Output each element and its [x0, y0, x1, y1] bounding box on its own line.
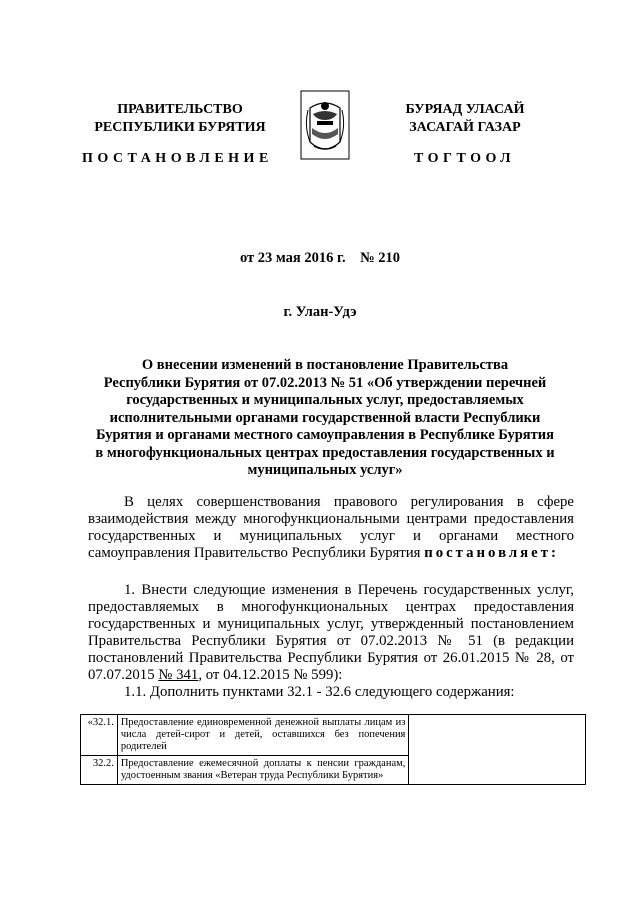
- title-line: муниципальных услуг»: [247, 462, 403, 478]
- row-service: Предоставление ежемесячной доплаты к пенсии гражданам, удостоенным звания «Ветеран труда Республики Бурятия»: [117, 756, 409, 785]
- issuer-left-line2: РЕСПУБЛИКИ БУРЯТИЯ: [94, 120, 266, 135]
- issuer-right-line1: БУРЯАД УЛАСАЙ: [405, 102, 525, 117]
- row-service: Предоставление единовременной денежной выплаты лицам из числа детей-сирот и детей, оставшихся без попечения родителей: [117, 715, 409, 756]
- row-extra: [409, 715, 586, 785]
- item-1-text: 1. Внести следующие изменения в Перечень государственных услуг, предоставляемых в многофункциональных центрах предоставления государственных и муниципальных услуг, утвержденный постановлением Правительства Республики Бурятия от 07.02.2013 № 51 (в редакции постановлений Правительства Республики Бурятия от 26.01.2015 № 28, от 07.07.2015: [88, 582, 574, 683]
- title-line: в многофункциональных центрах предоставления государственных и: [95, 444, 555, 461]
- preamble-verb: постановляет:: [424, 545, 559, 561]
- table-row: [81, 715, 586, 756]
- issuer-right-line2: ЗАСАГАЙ ГАЗАР: [409, 120, 521, 135]
- doc-type-left: ПОСТАНОВЛЕНИЕ: [82, 151, 273, 166]
- title-line: государственных и муниципальных услуг, предоставляемых: [126, 392, 524, 408]
- doc-type-right: ТОГТООЛ: [414, 151, 516, 166]
- title-line: Бурятия и органами местного самоуправления в Республике Бурятия: [96, 427, 554, 443]
- row-number: «32.1.: [81, 715, 118, 756]
- issuer-right: [380, 101, 550, 137]
- services-table: [80, 714, 586, 785]
- item-1-1: 1.1. Дополнить пунктами 32.1 - 32.6 следующего содержания:: [124, 684, 515, 700]
- resolution-link[interactable]: № 341: [158, 667, 199, 683]
- item-1-paragraph: [88, 582, 574, 701]
- item-1-text-end: , от 04.12.2015 № 599):: [198, 667, 343, 683]
- title-line: исполнительными органами государственной власти Республики: [109, 409, 541, 426]
- preamble-paragraph: [88, 494, 574, 562]
- issuer-left: [90, 101, 270, 137]
- row-number: 32.2.: [81, 756, 118, 785]
- coat-of-arms-emblem: [300, 90, 350, 160]
- title-line: Республики Бурятия от 07.02.2013 № 51 «Об утверждении перечней: [103, 374, 547, 391]
- city: г. Улан-Удэ: [283, 304, 357, 320]
- date-number-line: от 23 мая 2016 г. № 210: [239, 250, 401, 266]
- title-line: О внесении изменений в постановление Правительства: [141, 357, 509, 373]
- document-title: [80, 357, 570, 480]
- issuer-left-line1: ПРАВИТЕЛЬСТВО: [117, 102, 243, 117]
- preamble-text: В целях совершенствования правового регулирования в сфере взаимодействия между многофункциональными центрами предоставления государственных и муниципальных услуг и органами местного самоуправления Правительство Республики Бурятия: [88, 494, 574, 561]
